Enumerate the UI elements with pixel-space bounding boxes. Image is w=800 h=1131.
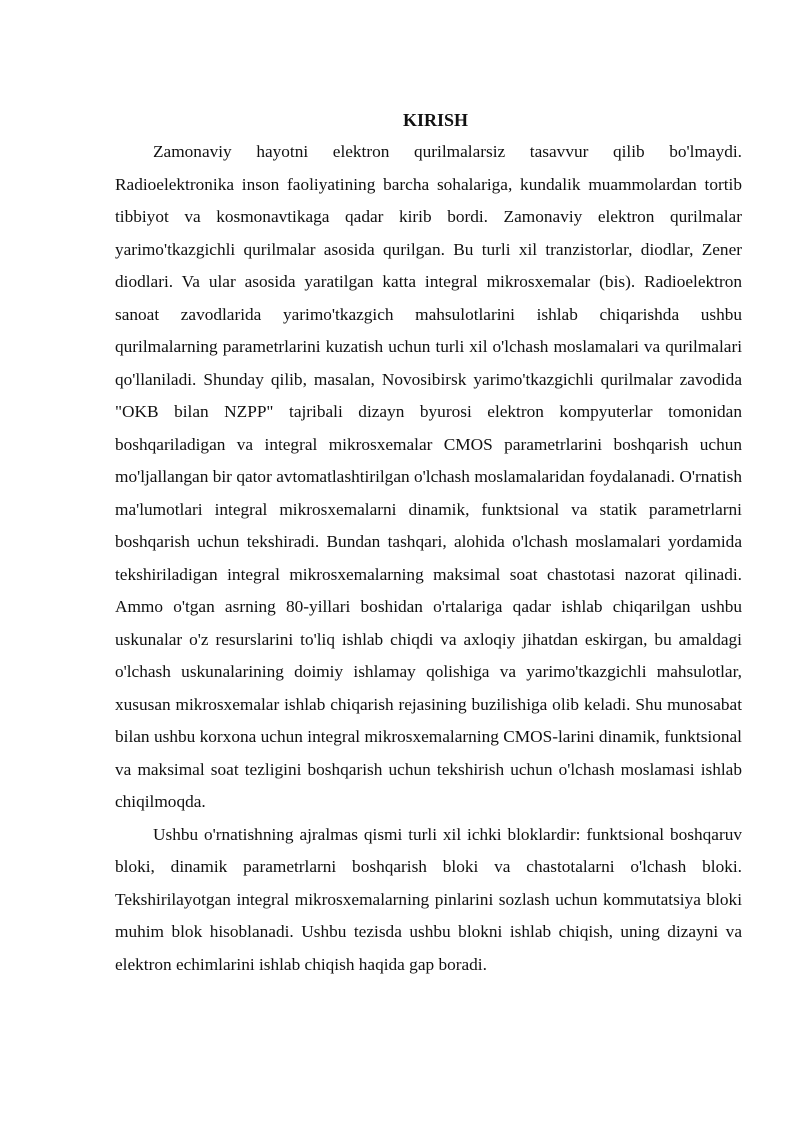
paragraph-2: Ushbu o'rnatishning ajralmas qismi turli xil ichki bloklardir: funktsional boshqaruv bloki, dinamik parametrlarni boshqarish bloki va chastotalarni o'lchash bloki. Tekshirilayotgan integral mikrosxemalarning pinlarini sozlash uchun kommutatsiya bloki muhim blok hisoblanadi. Ushbu tezisda ushbu blokni ishlab chiqish, uning dizayni va elektron echimlarini ishlab chiqish haqida gap boradi. xyxy=(115,824,742,974)
document-page xyxy=(115,108,742,981)
page-title: KIRISH xyxy=(402,110,469,130)
paragraph-1: Zamonaviy hayotni elektron qurilmalarsiz tasavvur qilib bo'lmaydi. Radioelektronika inson faoliyatining barcha sohalariga, kundalik muammolardan tortib tibbiyot va kosmonavtikaga qadar kirib bordi. Zamonaviy elektron qurilmalar yarimo'tkazgichli qurilmalar asosida qurilgan. Bu turli xil tranzistorlar, diodlar, Zener diodlari. Va ular asosida yaratilgan katta integral mikrosxemalar (bis). Radioelektron sanoat zavodlarida yarimo'tkazgich mahsulotlarini ishlab chiqarishda ushbu qurilmalarning parametrlarini kuzatish uchun turli xil o'lchash moslamalari va qurilmalari qo'llaniladi. Shunday qilib, masalan, Novosibirsk yarimo'tkazgichli qurilmalar zavodida "OKB bilan NZPP" tajribali dizayn byurosi elektron kompyuterlar tomonidan boshqariladigan va integral mikrosxemalar CMOS parametrlarini boshqarish uchun mo'ljallangan bir qator avtomatlashtirilgan o'lchash moslamalaridan foydalanadi. O'rnatish ma'lumotlari integral mikrosxemalarni dinamik, funktsional va statik parametrlarni boshqarish uchun tekshiradi. Bundan tashqari, alohida o'lchash moslamalari yordamida tekshiriladigan integral mikrosxemalarning maksimal soat chastotasi nazorat qilinadi. Ammo o'tgan asrning 80-yillari boshidan o'rtalariga qadar ishlab chiqarilgan ushbu uskunalar o'z resurslarini to'liq ishlab chiqdi va axloqiy jihatdan eskirgan, bu amaldagi o'lchash uskunalarining doimiy ishlamay qolishiga va yarimo'tkazgichli mahsulotlar, xususan mikrosxemalar ishlab chiqarish rejasining buzilishiga olib keladi. Shu munosabat bilan ushbu korxona uchun integral mikrosxemalarning CMOS-larini dinamik, funktsional va maksimal soat tezligini boshqarish uchun tekshirish uchun o'lchash moslamasi ishlab chiqilmoqda. xyxy=(115,142,742,811)
